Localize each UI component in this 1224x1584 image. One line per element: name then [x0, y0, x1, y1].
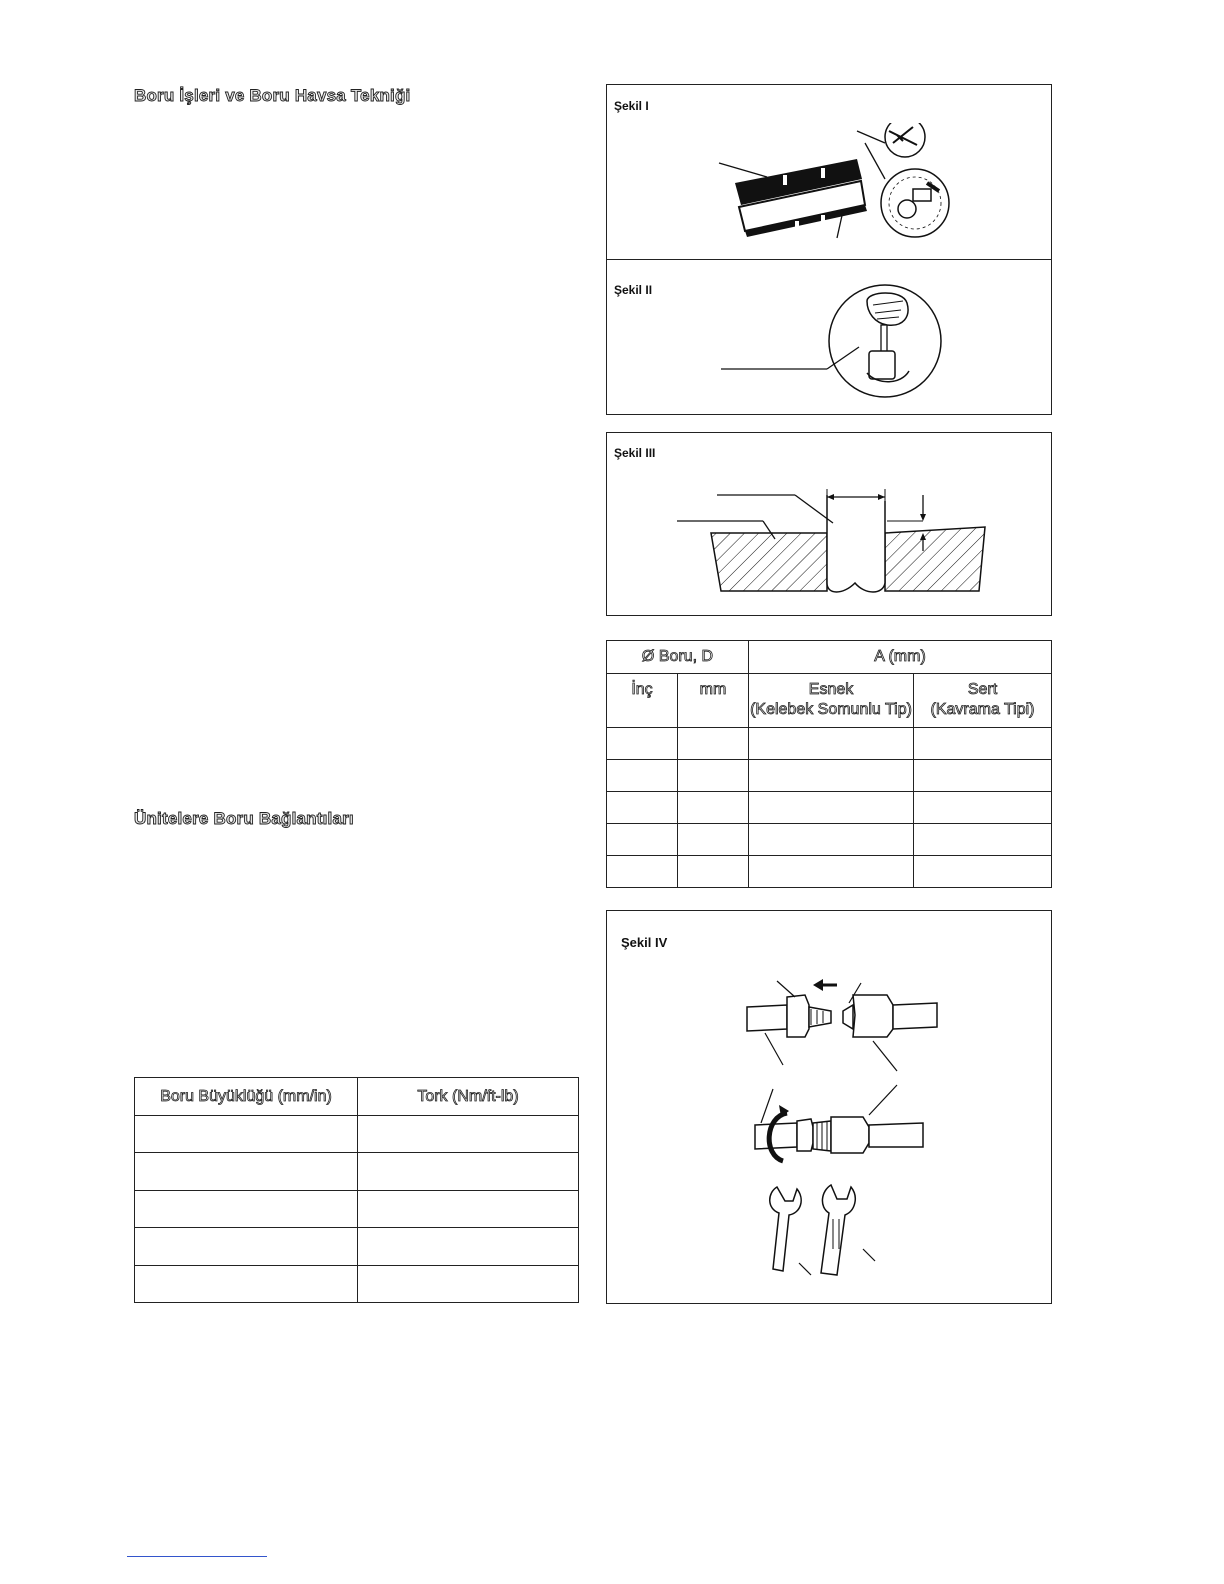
- table-row: [607, 792, 1052, 824]
- figure-divider: [607, 259, 1051, 260]
- torque-table: [134, 1077, 579, 1303]
- figure-4-label: Şekil IV: [621, 935, 668, 950]
- flare-tightened-illustration: [747, 1081, 937, 1171]
- table-row: [135, 1228, 579, 1266]
- torque-table-header-size: Boru Büyüklüğü (mm/in): [135, 1078, 358, 1116]
- flare-table-sub-rigid: [914, 674, 1052, 728]
- table-row: [607, 760, 1052, 792]
- flare-table-rigid-line1: Sert: [967, 681, 998, 698]
- flare-table-rigid-line2: (Kavrama Tipi): [930, 701, 1035, 718]
- flare-table-header-pipe: Ø Boru, D: [607, 641, 749, 674]
- figure-3-label: Şekil III: [614, 446, 656, 460]
- table-row: [607, 856, 1052, 888]
- torque-table-header-torque: Tork (Nm/ft-lb): [358, 1078, 579, 1116]
- figure-1-label: Şekil I: [614, 99, 649, 113]
- table-row: [135, 1116, 579, 1153]
- table-row: [135, 1266, 579, 1303]
- flare-table-flex-line2: (Kelebek Somunlu Tip): [750, 701, 912, 718]
- section-heading-pipework: Boru İşleri ve Boru Havsa Tekniği: [134, 86, 411, 105]
- flare-dimension-table: [606, 640, 1052, 888]
- table-row: [607, 728, 1052, 760]
- figure-panel-1-2: [606, 84, 1052, 415]
- wrenches-illustration: [757, 1179, 897, 1279]
- flare-table-header-a: A (mm): [749, 641, 1052, 674]
- pipe-cutting-illustration: [717, 123, 957, 243]
- table-row: [135, 1191, 579, 1228]
- figure-panel-4: [606, 910, 1052, 1304]
- section-heading-pipe-connections: Ünitelere Boru Bağlantıları: [134, 809, 354, 828]
- table-row: [135, 1153, 579, 1191]
- figure-panel-3: [606, 432, 1052, 616]
- deburring-illustration: [717, 281, 957, 411]
- flare-table-sub-mm: mm: [678, 674, 749, 728]
- figure-2-label: Şekil II: [614, 283, 653, 297]
- flare-table-sub-inch: İnç: [607, 674, 678, 728]
- footer-rule: [127, 1556, 267, 1557]
- flare-table-flex-line1: Esnek: [808, 681, 854, 698]
- flare-union-illustration: [737, 975, 947, 1075]
- table-row: [607, 824, 1052, 856]
- flare-table-sub-flexible: [749, 674, 914, 728]
- flare-gauge-illustration: [667, 483, 997, 603]
